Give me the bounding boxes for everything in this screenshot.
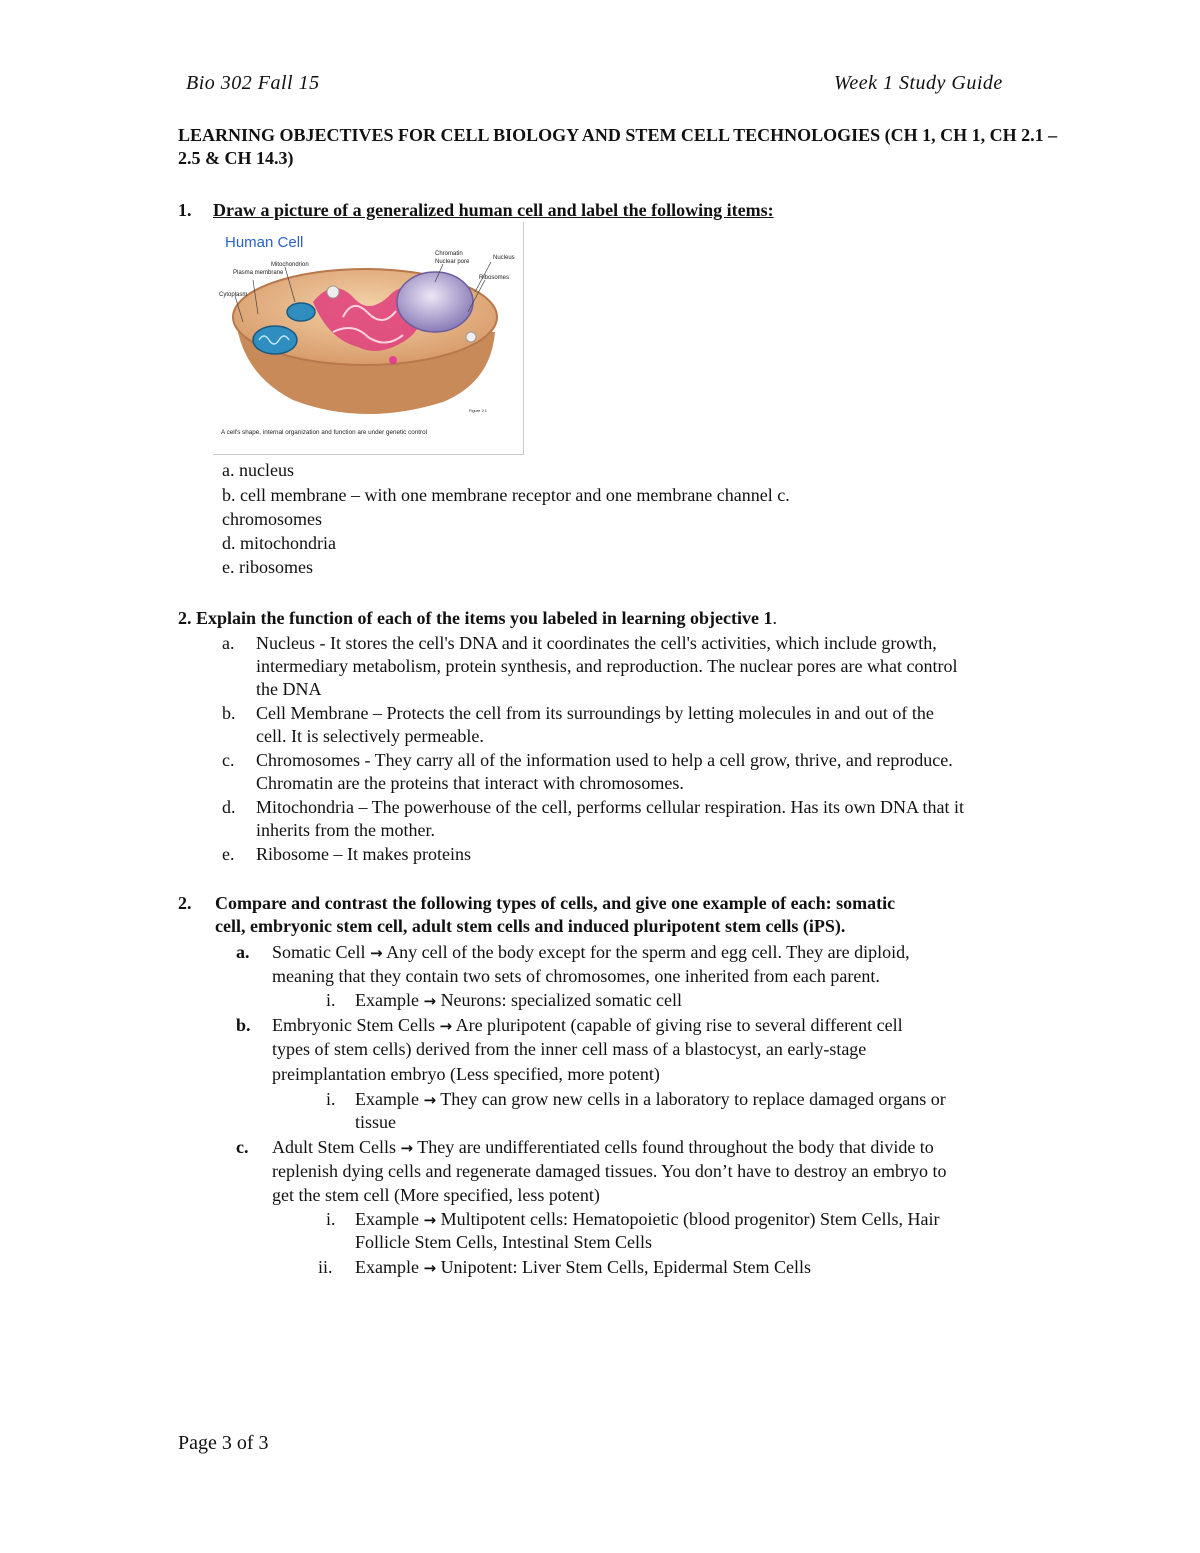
q3-a-text1: Any cell of the body except for the sperm and egg cell. They are diploid,: [386, 942, 910, 962]
arrow-icon: →: [439, 1017, 453, 1035]
q1-item-d: d. mitochondria: [222, 533, 336, 553]
q3-c-letter: c.: [236, 1137, 249, 1157]
q2-item-d-letter: d.: [222, 797, 236, 817]
q3-c-ex2-num: ii.: [318, 1257, 333, 1277]
question-1-text: Draw a picture of a generalized human cell and label the following items:: [213, 200, 774, 220]
header-left: Bio 302 Fall 15: [186, 72, 320, 94]
q2-item-c-letter: c.: [222, 750, 235, 770]
question-3-line1: Compare and contrast the following types of cells, and give one example of each: somatic: [215, 893, 896, 913]
question-3-line2: cell, embryonic stem cell, adult stem cells and induced pluripotent stem cells (iPS).: [215, 916, 846, 936]
q2-item-a-letter: a.: [222, 633, 235, 653]
q3-b-letter: b.: [236, 1015, 251, 1035]
arrow-icon: →: [400, 1139, 414, 1157]
question-2-period: .: [772, 608, 777, 628]
q1-item-e: e. ribosomes: [222, 557, 313, 577]
q3-b-line1: [272, 1014, 903, 1039]
q3-a-letter: a.: [236, 942, 250, 962]
q2-item-b-line2: cell. It is selectively permeable.: [256, 726, 484, 746]
q3-a-line1: [272, 941, 910, 966]
q3-a-line2: meaning that they contain two sets of chromosomes, one inherited from each parent.: [272, 966, 880, 986]
question-2-text: Explain the function of each of the items you labeled in learning objective 1: [196, 608, 773, 628]
q3-c-ex1-num: i.: [326, 1209, 336, 1229]
q2-item-c-line2: Chromatin are the proteins that interact with chromosomes.: [256, 773, 684, 793]
q3-a-head: Somatic Cell: [272, 942, 366, 962]
header-right: Week 1 Study Guide: [834, 72, 1003, 94]
question-2: [178, 607, 1078, 630]
q3-b-line2: types of stem cells) derived from the inner cell mass of a blastocyst, an early-stage: [272, 1039, 867, 1059]
question-2-number: 2.: [178, 608, 192, 628]
arrow-icon: →: [370, 944, 383, 962]
q3-b-line3: preimplantation embryo (Less specified, more potent): [272, 1064, 660, 1084]
q3-c-line2: replenish dying cells and regenerate damaged tissues. You don’t have to destroy an embryo to: [272, 1161, 947, 1181]
question-3-number: 2.: [178, 893, 192, 913]
q3-c-line1: [272, 1136, 934, 1161]
q2-item-b-line1: Cell Membrane – Protects the cell from its surroundings by letting molecules in and out of the: [256, 703, 934, 723]
q2-item-d-line2: inherits from the mother.: [256, 820, 435, 840]
q2-item-a-line2: intermediary metabolism, protein synthesis, and reproduction. The nuclear pores are what control: [256, 656, 958, 676]
arrow-icon: →: [423, 992, 437, 1010]
q3-c-text1: They are undifferentiated cells found throughout the body that divide to: [417, 1137, 934, 1157]
q2-item-d-line1: Mitochondria – The powerhouse of the cell, performs cellular respiration. Has its own DNA that it: [256, 797, 964, 817]
q1-item-c: chromosomes: [222, 509, 322, 529]
q3-b-ex-text2: tissue: [355, 1112, 397, 1132]
label-figure-number: Figure 2.1: [469, 408, 488, 413]
q3-a-ex-num: i.: [326, 990, 336, 1010]
arrow-icon: →: [423, 1091, 437, 1109]
q3-b-head: Embryonic Stem Cells: [272, 1015, 435, 1035]
q2-item-a-line1: Nucleus - It stores the cell's DNA and it coordinates the cell's activities, which include growth,: [256, 633, 937, 653]
q2-item-b-letter: b.: [222, 703, 236, 723]
cell-diagram-illustration: [213, 222, 523, 454]
label-nuclear-pore: Nuclear pore: [435, 259, 470, 265]
q3-a-ex-text: Neurons: specialized somatic cell: [440, 990, 682, 1010]
question-1-number: 1.: [178, 200, 192, 220]
q3-c-ex1: [355, 1208, 939, 1233]
q3-c-ex1-text1: Multipotent cells: Hematopoietic (blood progenitor) Stem Cells, Hair: [440, 1209, 940, 1229]
q2-item-c-line1: Chromosomes - They carry all of the information used to help a cell grow, thrive, and reproduce.: [256, 750, 953, 770]
q2-item-a-line3: the DNA: [256, 679, 322, 699]
label-ribosomes: Ribosomes: [479, 275, 510, 281]
q3-a-ex-label: Example: [355, 990, 419, 1010]
q3-b-text1: Are pluripotent (capable of giving rise to several different cell: [455, 1015, 903, 1035]
figure-title: Human Cell: [225, 234, 304, 251]
q1-item-b: b. cell membrane – with one membrane receptor and one membrane channel c.: [222, 485, 790, 505]
q3-c-line3: get the stem cell (More specified, less potent): [272, 1185, 600, 1205]
q3-a-ex: [355, 989, 682, 1014]
label-plasma-membrane: Plasma membrane: [233, 270, 284, 276]
q3-b-ex-num: i.: [326, 1089, 336, 1109]
label-cytoplasm: Cytoplasm: [219, 292, 248, 298]
page-title: LEARNING OBJECTIVES FOR CELL BIOLOGY AND STEM CELL TECHNOLOGIES (CH 1, CH 1, CH 2.1 – 2.5 & CH 14.3): [178, 125, 1058, 168]
q3-b-ex: [355, 1088, 946, 1113]
q3-c-ex1-text2: Follicle Stem Cells, Intestinal Stem Cells: [355, 1232, 652, 1252]
q3-b-ex-text1: They can grow new cells in a laboratory to replace damaged organs or: [440, 1089, 946, 1109]
q2-item-e-letter: e.: [222, 844, 235, 864]
q2-item-e-line1: Ribosome – It makes proteins: [256, 844, 471, 864]
label-chromatin: Chromatin: [435, 251, 463, 257]
q3-c-ex2-text: Unipotent: Liver Stem Cells, Epidermal Stem Cells: [440, 1257, 812, 1277]
human-cell-figure: [213, 222, 524, 455]
q3-c-ex1-label: Example: [355, 1209, 419, 1229]
label-nucleus: Nucleus: [493, 255, 515, 261]
arrow-icon: →: [423, 1259, 437, 1277]
page-footer: Page 3 of 3: [178, 1432, 269, 1454]
q3-c-head: Adult Stem Cells: [272, 1137, 397, 1157]
q1-item-a: a. nucleus: [222, 460, 294, 480]
label-mitochondrion: Mitochondrion: [271, 262, 309, 268]
q3-c-ex2: [355, 1256, 811, 1281]
arrow-icon: →: [423, 1211, 437, 1229]
figure-caption: A cell's shape, internal organization and function are under genetic control: [221, 429, 427, 436]
q3-c-ex2-label: Example: [355, 1257, 419, 1277]
q3-b-ex-label: Example: [355, 1089, 419, 1109]
